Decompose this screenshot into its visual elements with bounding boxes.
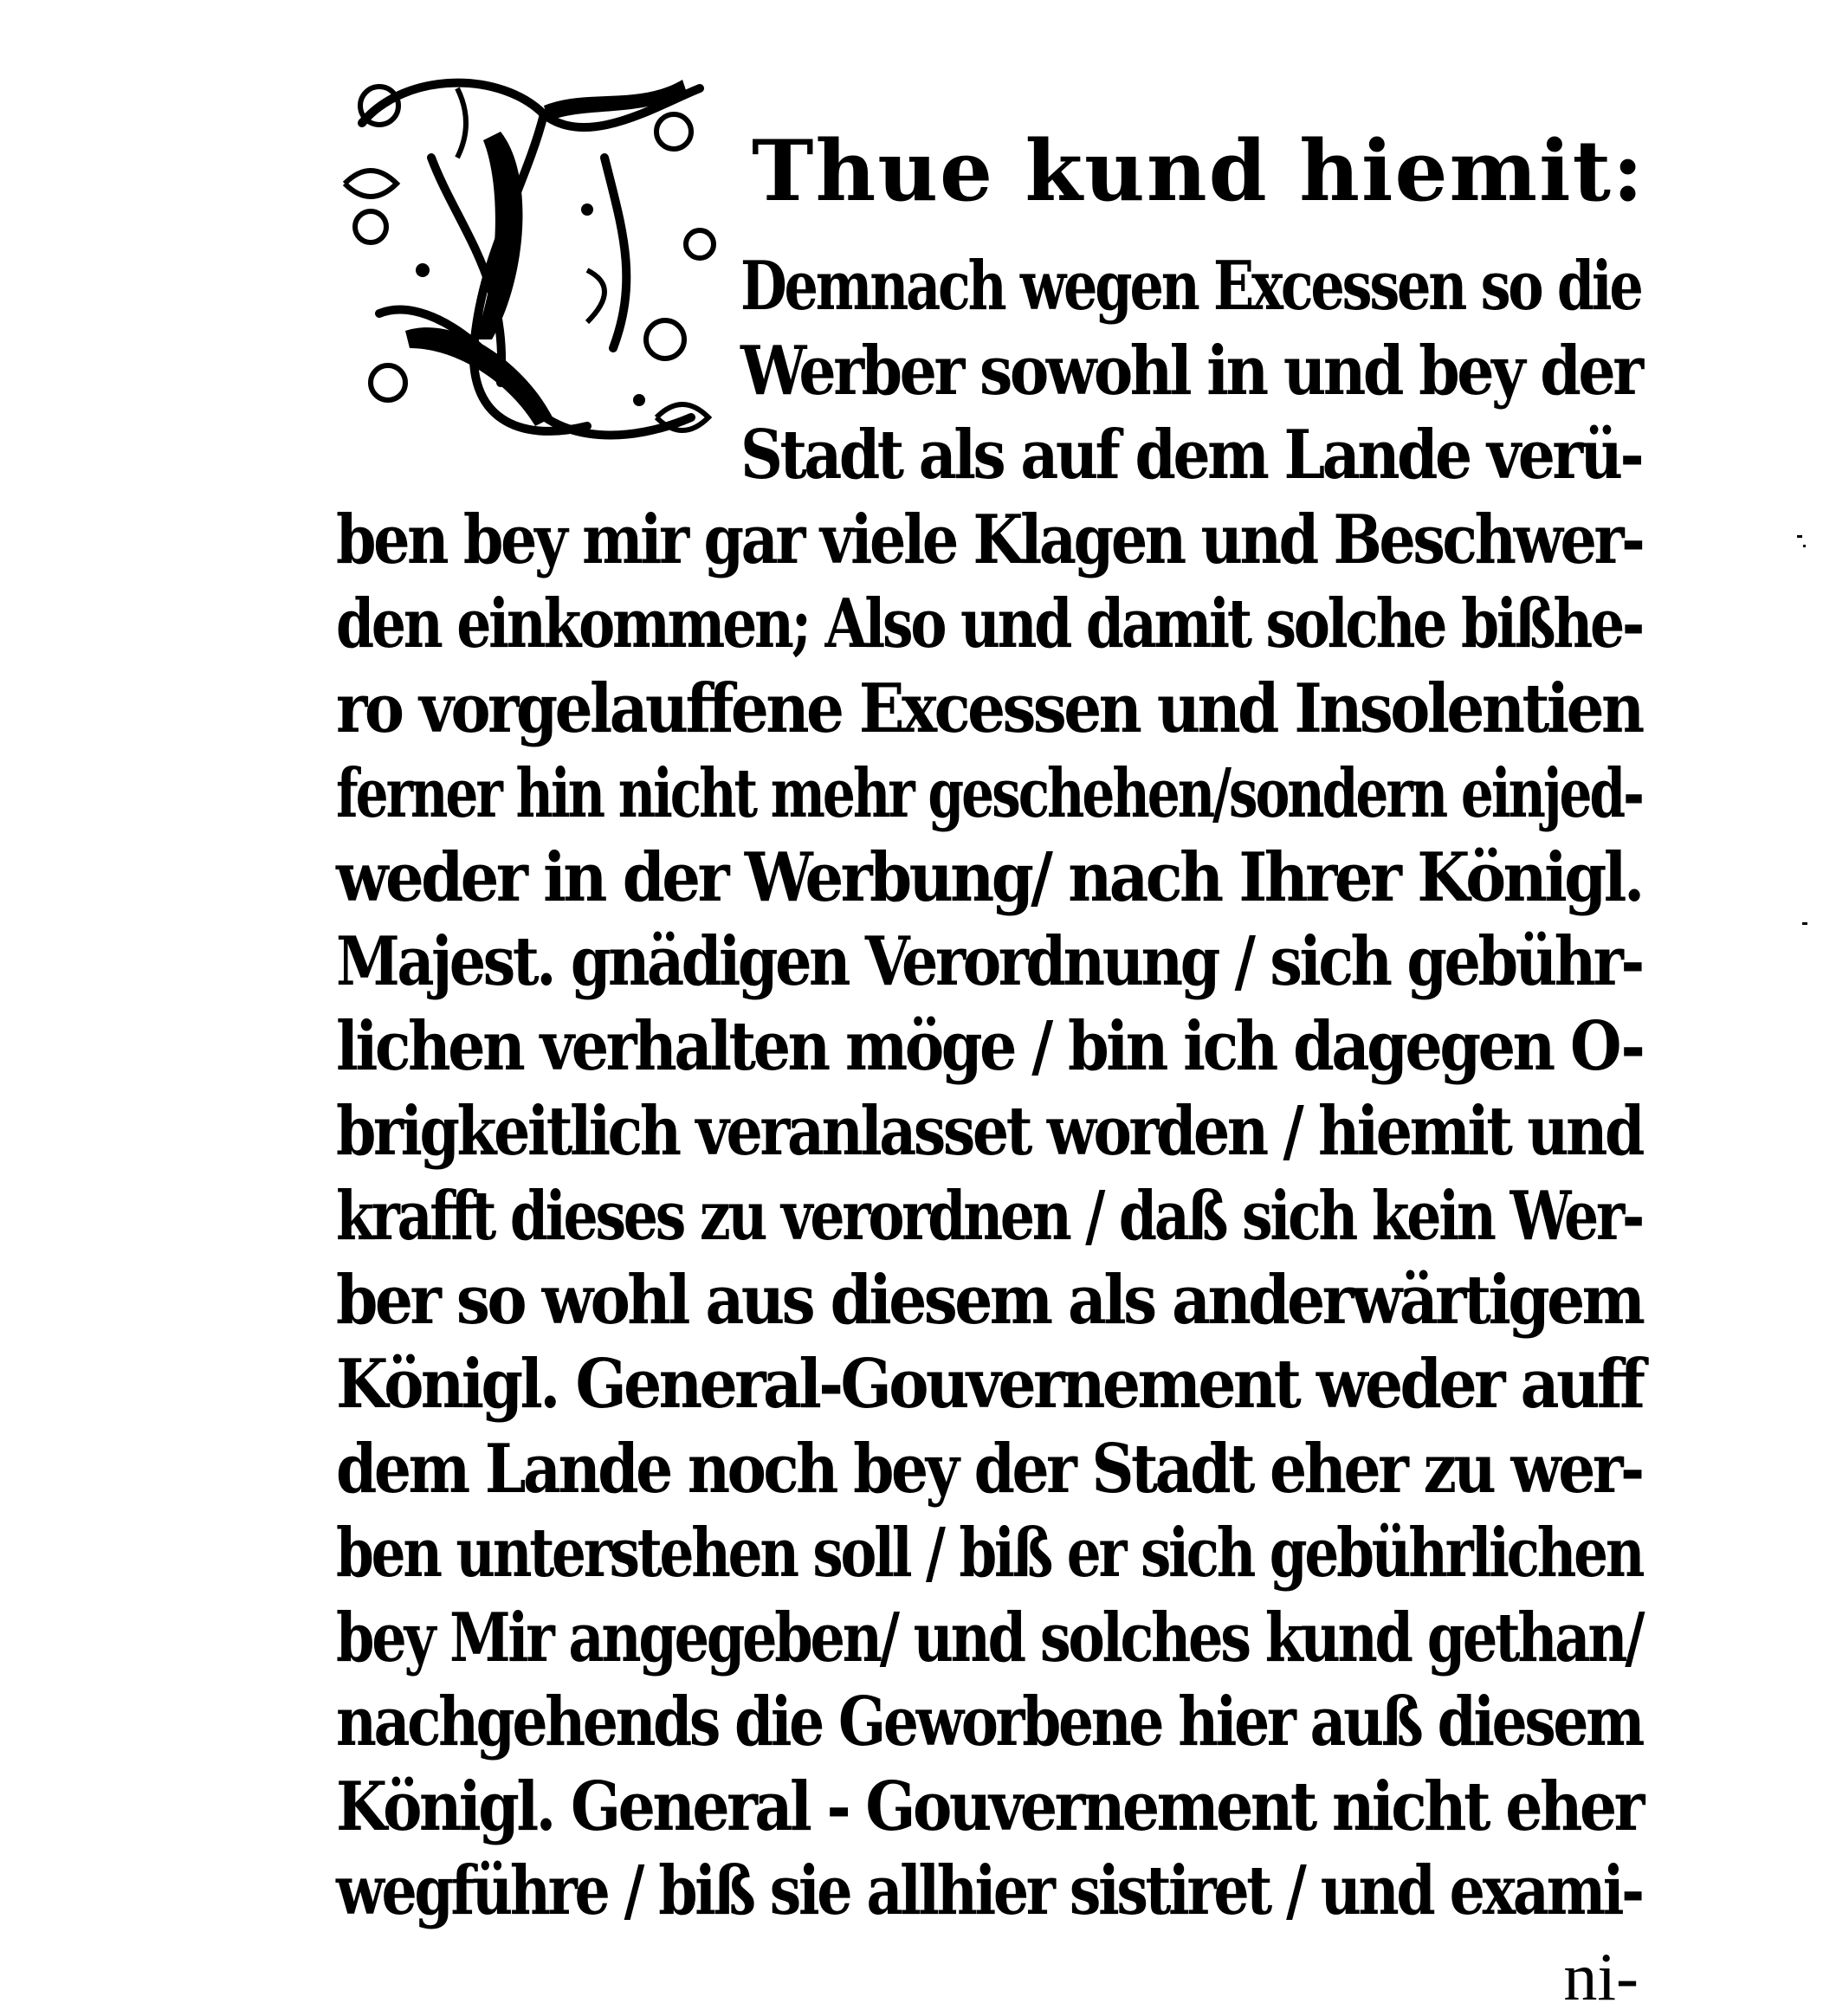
text-line xyxy=(336,1599,1643,1677)
line-text: ben unterstehen soll / biß er sich gebührlichen xyxy=(336,1514,1643,1593)
text-line xyxy=(336,1514,1643,1593)
text-line xyxy=(336,1092,1643,1171)
heading-line xyxy=(752,122,1645,220)
line-text: Demnach wegen Excessen so die xyxy=(740,247,1641,326)
scan-speck xyxy=(1797,535,1802,538)
text-line xyxy=(336,1683,1643,1761)
scan-speck xyxy=(1802,922,1807,925)
line-text: ben bey mir gar viele Klagen und Beschwer- xyxy=(336,501,1643,579)
text-line xyxy=(336,754,1642,833)
scan-speck xyxy=(1803,545,1806,547)
heading-text: Thue kund hiemit: xyxy=(752,122,1645,220)
text-line xyxy=(740,247,1641,326)
line-text: Stadt als auf dem Lande verü- xyxy=(740,416,1642,494)
text-line xyxy=(336,1767,1643,1846)
line-text: den einkommen; Also und damit solche bißhe- xyxy=(336,585,1642,663)
line-text: nachgehends die Geworbene hier auß diesem xyxy=(336,1683,1643,1761)
text-line xyxy=(336,501,1643,579)
text-line xyxy=(336,1261,1643,1340)
line-text: ferner hin nicht mehr geschehen/sondern einjed- xyxy=(336,754,1642,833)
text-line xyxy=(336,1851,1642,1930)
decorated-initial-t-icon xyxy=(327,54,726,461)
line-text: bey Mir angegeben/ und solches kund gethan/ xyxy=(336,1599,1643,1677)
line-text: brigkeitlich veranlasset worden / hiemit und xyxy=(336,1092,1643,1171)
text-line xyxy=(336,669,1642,748)
line-text: wegführe / biß sie allhier sistiret / und exami- xyxy=(336,1851,1642,1930)
line-text: ro vorgelauffene Excessen und Insolentien xyxy=(336,669,1642,748)
line-text: dem Lande noch bey der Stadt eher zu wer- xyxy=(336,1430,1642,1509)
line-text: Werber sowohl in und bey der xyxy=(740,332,1641,410)
text-line xyxy=(336,1007,1643,1086)
line-text: Königl. General - Gouvernement nicht eher xyxy=(336,1767,1643,1846)
catchword: ni- xyxy=(1563,1939,1639,2014)
line-text: Majest. gnädigen Verordnung / sich gebühr- xyxy=(336,922,1642,1001)
text-line xyxy=(336,585,1642,663)
line-text: weder in der Werbung/ nach Ihrer Königl. xyxy=(336,838,1642,917)
line-text: krafft dieses zu verordnen / daß sich kein Wer- xyxy=(336,1177,1642,1256)
line-text: ber so wohl aus diesem als anderwärtigem xyxy=(336,1261,1643,1340)
text-line xyxy=(336,1430,1642,1509)
text-line xyxy=(740,332,1641,410)
line-text: Königl. General-Gouvernement weder auff xyxy=(336,1345,1643,1424)
text-line xyxy=(336,922,1642,1001)
line-text: lichen verhalten möge / bin ich dagegen O- xyxy=(336,1007,1643,1086)
text-line xyxy=(336,1177,1642,1256)
text-line xyxy=(336,1345,1643,1424)
text-line xyxy=(336,838,1642,917)
text-line xyxy=(740,416,1642,494)
